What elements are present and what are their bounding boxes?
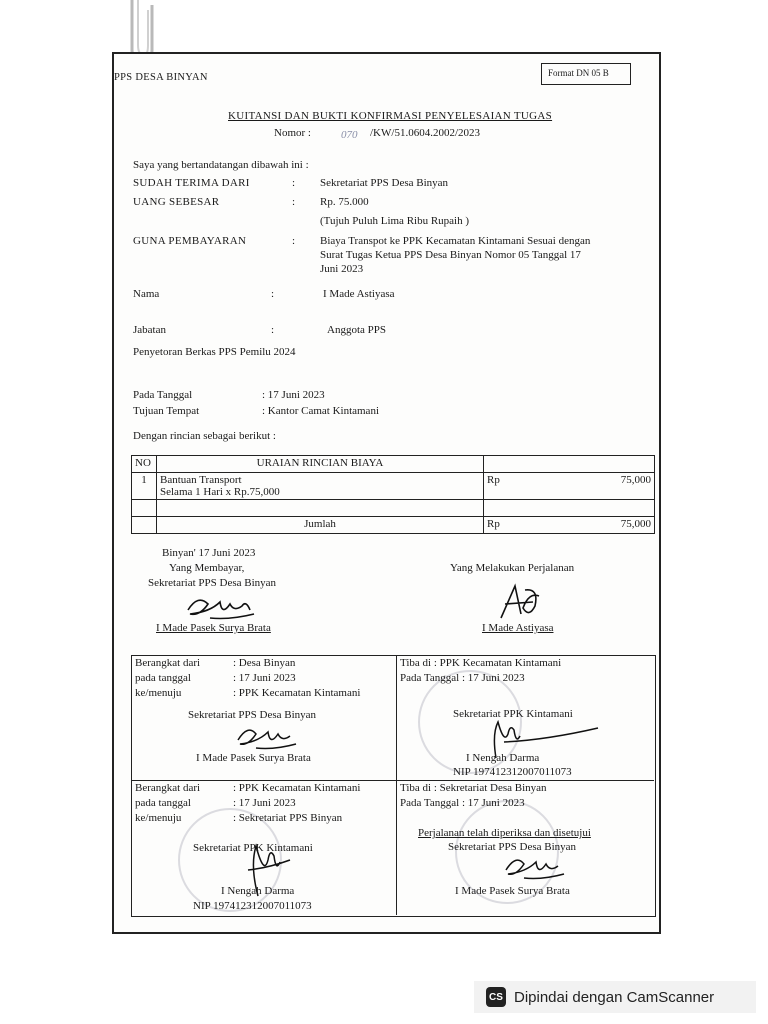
traveler-signature	[495, 582, 545, 624]
q2-tanggal: Pada Tanggal : 17 Juni 2023	[400, 672, 525, 684]
q2-nip: NIP 197412312007011073	[453, 766, 572, 778]
q2-tiba: Tiba di : PPK Kecamatan Kintamani	[400, 657, 562, 669]
payer-signature	[180, 590, 260, 624]
amount-in-words: (Tujuh Puluh Lima Ribu Rupaih )	[320, 215, 470, 227]
intro-text: Saya yang bertandatangan dibawah ini :	[133, 159, 309, 171]
field-colon: :	[292, 196, 296, 208]
nama-colon: :	[271, 288, 275, 300]
q1-org: Sekretariat PPS Desa Binyan	[188, 709, 317, 721]
purpose-text: Penyetoran Berkas PPS Pemilu 2024	[133, 346, 296, 358]
table-row	[132, 500, 655, 517]
org-name: PPS DESA BINYAN	[114, 72, 208, 83]
guna-line: Biaya Transpot ke PPK Kecamatan Kintamani Sesuai dengan	[320, 235, 591, 247]
item-line1: Bantuan Transport	[160, 474, 242, 486]
q1-berangkat-value: : Desa Binyan	[233, 657, 296, 669]
total-amount: 75,000	[560, 517, 655, 534]
item-currency: Rp	[484, 473, 561, 500]
q3-tanggal-label: pada tanggal	[135, 797, 191, 809]
q1-name: I Made Pasek Surya Brata	[196, 752, 311, 764]
table-header-row	[132, 456, 655, 473]
format-label: Format DN 05 B	[548, 68, 609, 78]
q1-berangkat-label: Berangkat dari	[135, 657, 201, 669]
q4-note: Perjalanan telah diperiksa dan disetujui	[418, 827, 591, 839]
traveler-role: Yang Melakukan Perjalanan	[450, 562, 575, 574]
empty-cell	[132, 517, 157, 534]
q2-name: I Nengah Darma	[466, 752, 540, 764]
header-blank	[484, 456, 655, 473]
payer-name: I Made Pasek Surya Brata	[156, 622, 271, 634]
total-row	[132, 517, 655, 534]
q2-org: Sekretariat PPK Kintamani	[453, 708, 573, 720]
tanggal-value: : 17 Juni 2023	[262, 389, 325, 401]
payer-role: Yang Membayar,	[169, 562, 245, 574]
cost-table	[131, 455, 655, 534]
field-value: Sekretariat PPS Desa Binyan	[320, 177, 449, 189]
jabatan-label: Jabatan	[133, 324, 166, 336]
header-no: NO	[132, 456, 157, 473]
q3-berangkat-label: Berangkat dari	[135, 782, 201, 794]
empty-cell	[157, 500, 484, 517]
q4-tanggal: Pada Tanggal : 17 Juni 2023	[400, 797, 525, 809]
nomor-label: Nomor :	[274, 127, 311, 139]
tujuan-value: : Kantor Camat Kintamani	[262, 405, 379, 417]
total-label: Jumlah	[157, 517, 484, 534]
tujuan-label: Tujuan Tempat	[133, 405, 200, 417]
nama-label: Nama	[133, 288, 160, 300]
traveler-name: I Made Astiyasa	[482, 622, 554, 634]
grid-divider-vertical	[396, 655, 397, 915]
q4-signature	[500, 852, 570, 882]
q1-menuju-label: ke/menuju	[135, 687, 182, 699]
table-row	[132, 473, 655, 500]
place-date: Binyan' 17 Juni 2023	[162, 547, 256, 559]
q4-org: Sekretariat PPS Desa Binyan	[448, 841, 577, 853]
camscanner-text: Dipindai dengan CamScanner	[514, 988, 715, 1006]
q3-menuju-value: : Sekretariat PPS Binyan	[233, 812, 343, 824]
payer-org: Sekretariat PPS Desa Binyan	[148, 577, 277, 589]
grid-divider-horizontal	[131, 780, 654, 781]
q4-tiba: Tiba di : Sekretariat Desa Binyan	[400, 782, 547, 794]
camscanner-logo-icon: CS	[486, 987, 506, 1007]
q3-tanggal-value: : 17 Juni 2023	[233, 797, 296, 809]
tanggal-label: Pada Tanggal	[133, 389, 193, 401]
empty-cell	[132, 500, 157, 517]
nomor-handwritten: 070	[341, 129, 358, 141]
field-value: Rp. 75.000	[320, 196, 369, 208]
field-label: UANG SEBESAR	[133, 196, 220, 208]
q1-signature	[232, 722, 302, 752]
field-colon: :	[292, 177, 296, 189]
camscanner-watermark	[474, 981, 756, 1013]
q1-tanggal-value: : 17 Juni 2023	[233, 672, 296, 684]
item-amount: 75,000	[560, 473, 655, 500]
q3-menuju-label: ke/menuju	[135, 812, 182, 824]
empty-cell	[484, 500, 655, 517]
q3-nip: NIP 197412312007011073	[193, 900, 312, 912]
jabatan-value: Anggota PPS	[327, 324, 386, 336]
guna-line: Surat Tugas Ketua PPS Desa Binyan Nomor 05 Tanggal 17	[320, 249, 581, 261]
header-uraian: URAIAN RINCIAN BIAYA	[157, 456, 484, 473]
nomor-value: /KW/51.0604.2002/2023	[370, 127, 480, 139]
q1-menuju-value: : PPK Kecamatan Kintamani	[233, 687, 361, 699]
q3-org: Sekretariat PPK Kintamani	[193, 842, 313, 854]
item-desc	[157, 473, 484, 500]
item-line2: Selama 1 Hari x Rp.75,000	[160, 486, 280, 498]
nama-value: I Made Astiyasa	[323, 288, 395, 300]
q3-name: I Nengah Darma	[221, 885, 295, 897]
guna-label: GUNA PEMBAYARAN	[133, 235, 247, 247]
document-title: KUITANSI DAN BUKTI KONFIRMASI PENYELESAIAN TUGAS	[228, 110, 553, 122]
field-label: SUDAH TERIMA DARI	[133, 177, 250, 189]
guna-colon: :	[292, 235, 296, 247]
format-box	[541, 63, 631, 85]
total-currency: Rp	[484, 517, 561, 534]
q1-tanggal-label: pada tanggal	[135, 672, 191, 684]
q4-name: I Made Pasek Surya Brata	[455, 885, 570, 897]
guna-line: Juni 2023	[320, 263, 364, 275]
item-no: 1	[132, 473, 157, 500]
rincian-intro: Dengan rincian sebagai berikut :	[133, 430, 276, 442]
jabatan-colon: :	[271, 324, 275, 336]
q3-berangkat-value: : PPK Kecamatan Kintamani	[233, 782, 361, 794]
